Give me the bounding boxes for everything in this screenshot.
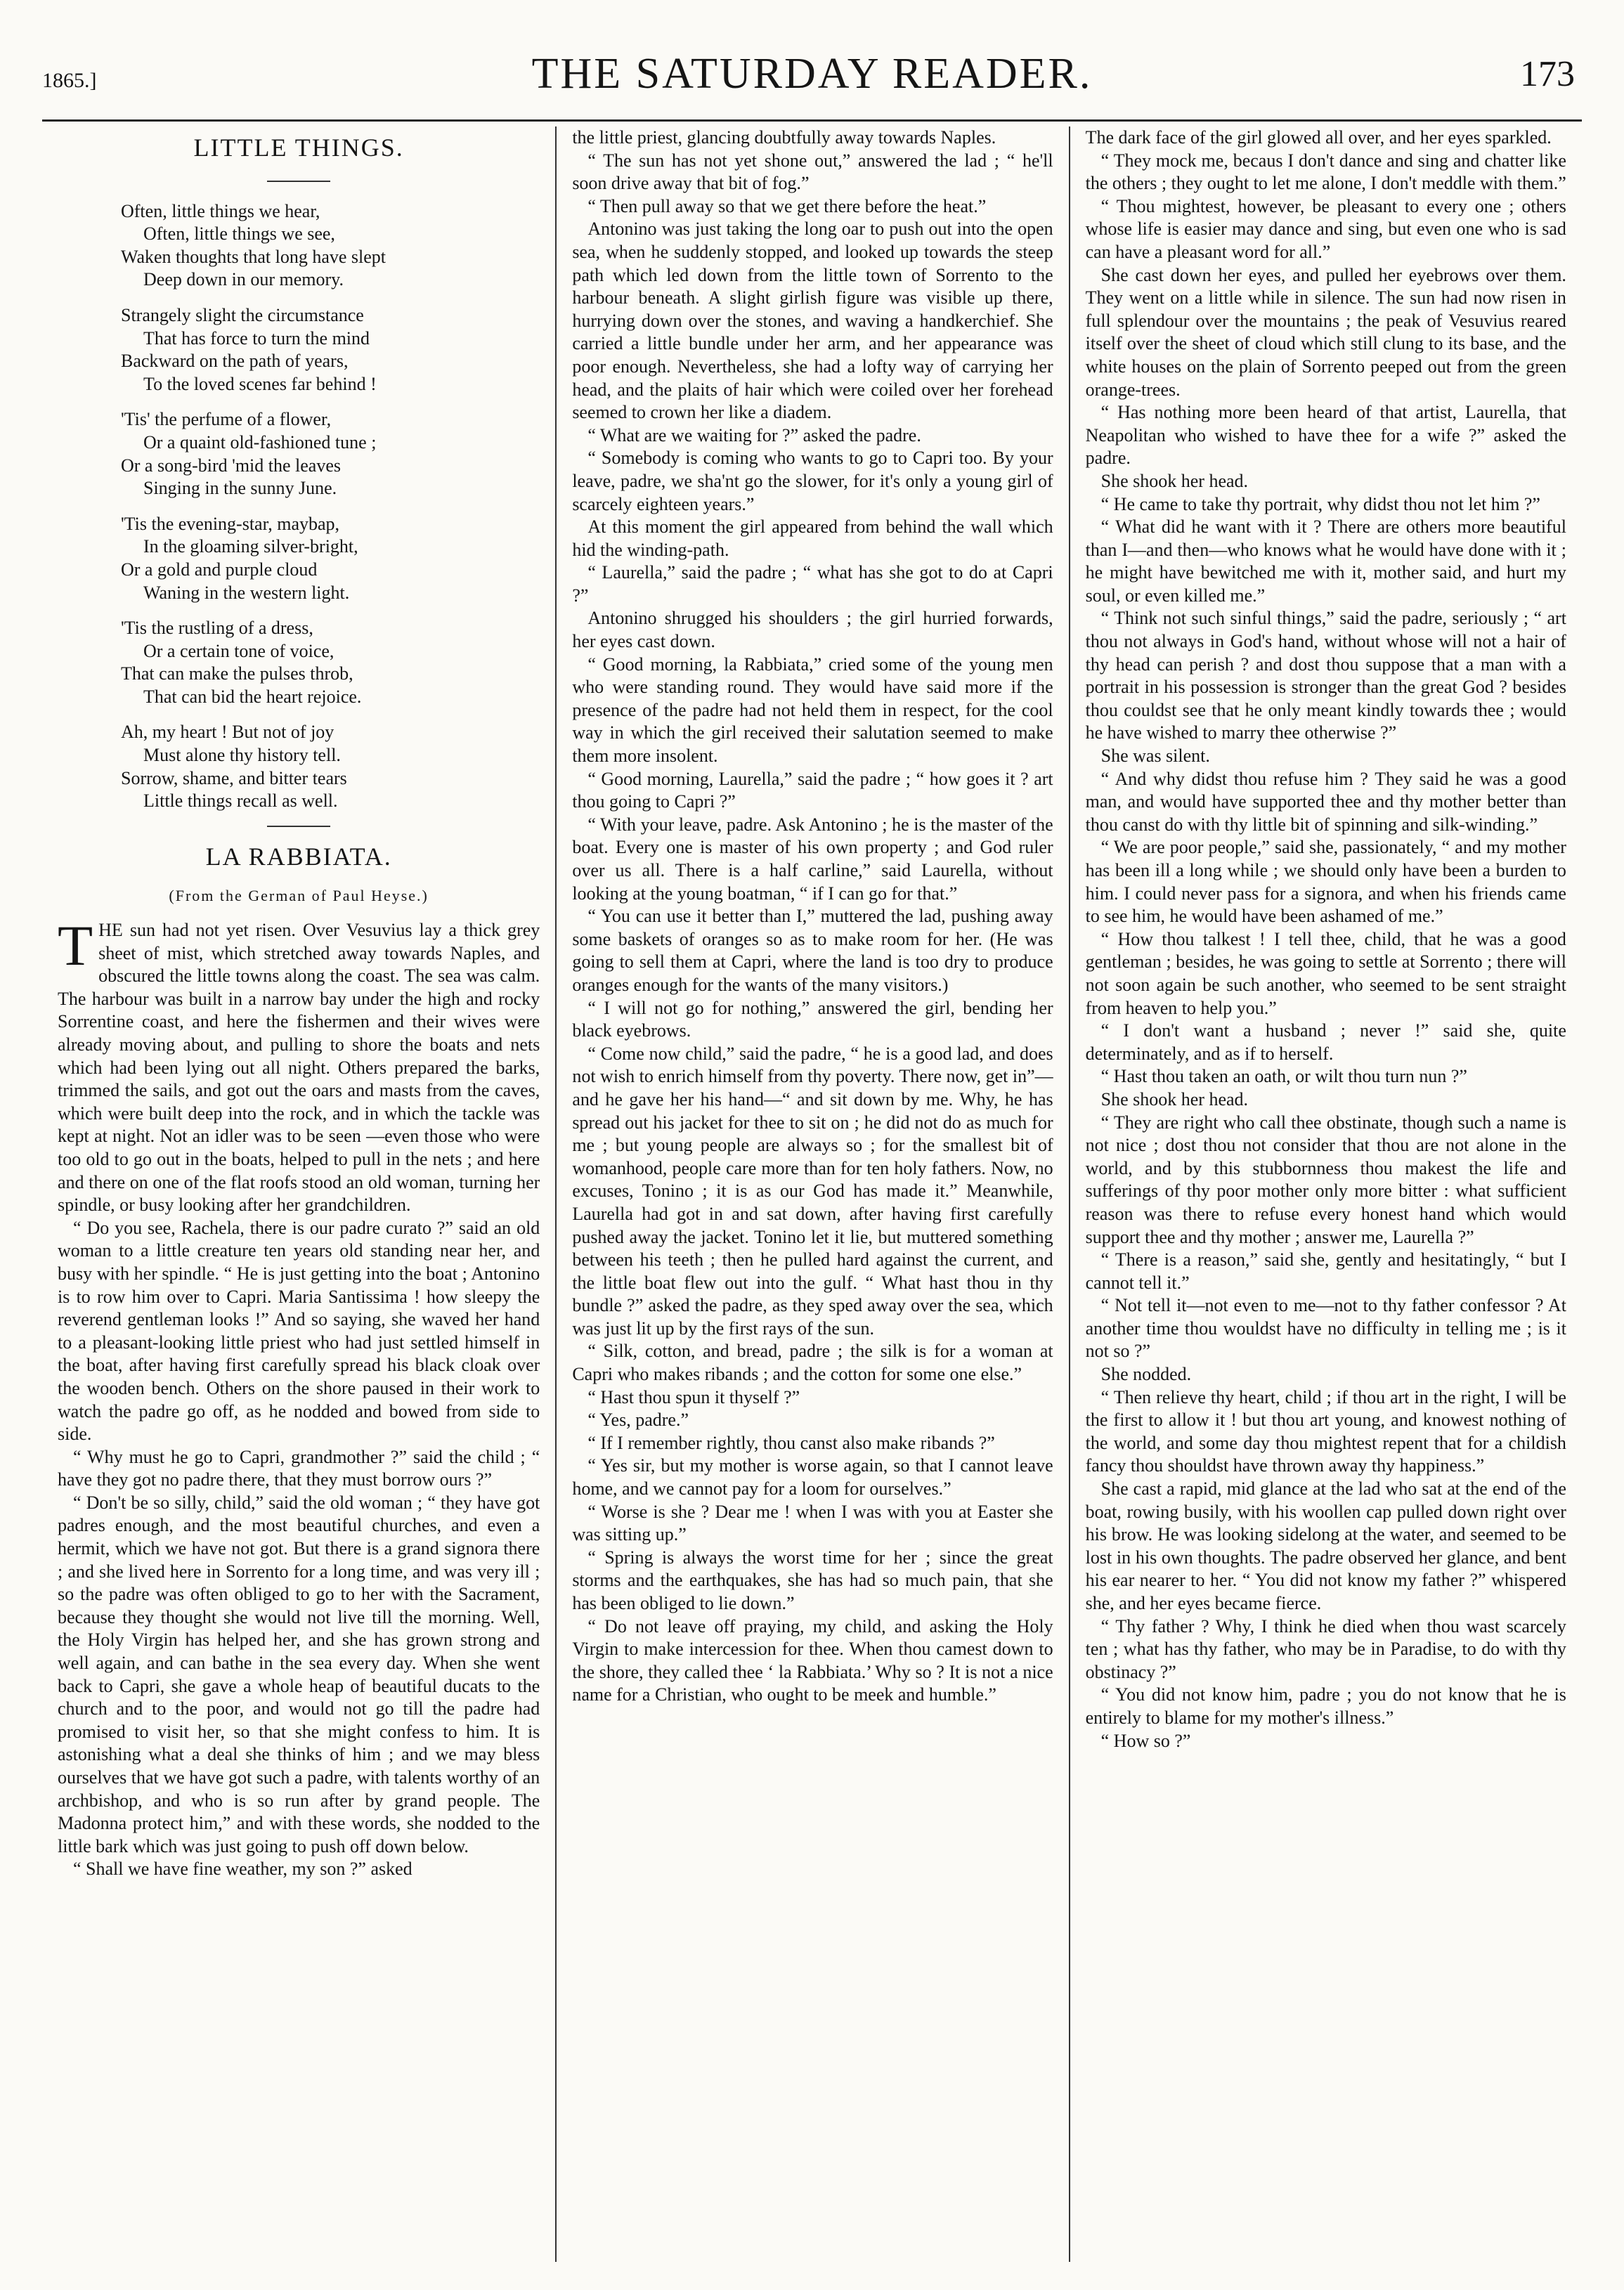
story-paragraph: “ The sun has not yet shone out,” answered the lad ; “ he'll soon drive away that bit of fog.” — [572, 150, 1053, 194]
story-paragraph: “ You can use it better than I,” muttered the lad, pushing away some baskets of oranges so as to make room for her. (He was going to sell them at Capri, where the land is too dry to produce oranges enough for the wants of the many visitors.) — [572, 906, 1053, 995]
story-paragraph: “ They are right who call thee obstinate, though such a name is not nice ; dost thou not consider that thou are not alone in the world, and by this stubbornness thou makest the life and sufferings of thy poor mother only more bitter : what sufficient reason was there to refuse every honest hand which would support thee and thy mother ; answer me, Laurella ?” — [1085, 1112, 1566, 1247]
poem-line: 'Tis' the perfume of a flower, — [121, 409, 332, 430]
story-paragraph: “ How so ?” — [1100, 1730, 1191, 1751]
story-paragraph: “ There is a reason,” said she, gently and hesitatingly, “ but I cannot tell it.” — [1085, 1249, 1566, 1293]
poem-line: Backward on the path of years, — [121, 351, 349, 372]
poem-stanza — [121, 617, 540, 708]
story-paragraph: At this moment the girl appeared from behind the wall which hid the winding-path. — [572, 516, 1053, 560]
poem-line: Sorrow, shame, and bitter tears — [121, 767, 347, 788]
poem-body — [58, 200, 540, 813]
story-paragraph: “ You did not know him, padre ; you do not know that he is entirely to blame for my mother's illness.” — [1085, 1684, 1566, 1728]
column-2 — [555, 126, 1068, 2262]
section-divider — [267, 826, 330, 827]
story-paragraph: “ Yes sir, but my mother is worse again, so that I cannot leave home, and we cannot pay for a loom for ourselves.” — [572, 1455, 1053, 1499]
story-subtitle: (From the German of Paul Heyse.) — [169, 887, 429, 905]
story-paragraph: “ Come now child,” said the padre, “ he is a good lad, and does not wish to enrich himself from thy poverty. There now, get in”—and he gave her his hand—“ and sit down by me. Why, he has spread out his jacket for thee to sit on ; he did not do as much for me ; but young people are always so ; for the smallest bit of womanhood, people care more than for ten holy fathers. Now, no excuses, Tonino ; it is as our God has made it.” Meanwhile, Laurella had got in and sat down, after having first carefully pushed away the jacket. Tonino let it lie, but muttered something between his teeth ; then he pulled hard against the current, and the little boat flew out into the gulf. “ What hast thou in thy bundle ?” asked the padre, as they sped away over the sea, which was just lit up by the first rays of the sun. — [572, 1043, 1053, 1339]
story-paragraph: “ Then pull away so that we get there before the heat.” — [587, 195, 987, 216]
story-paragraph: She shook her head. — [1100, 470, 1249, 491]
drop-cap: T — [58, 913, 93, 978]
column-1-text — [58, 913, 540, 1881]
story-paragraph: “ Has nothing more been heard of that artist, Laurella, that Neapolitan who wished to have thee for a wife ?” asked the padre. — [1085, 402, 1566, 469]
story-title: LA RABBIATA. — [205, 842, 392, 871]
story-paragraph: The dark face of the girl glowed all over, and her eyes sparkled. — [1085, 127, 1552, 148]
title-divider — [267, 181, 330, 182]
poem-line: Waken thoughts that long have slept — [121, 246, 386, 267]
poem-stanza — [121, 513, 540, 604]
story-paragraph: “ I will not go for nothing,” answered the girl, bending her black eyebrows. — [572, 997, 1053, 1041]
story-paragraph: “ If I remember rightly, thou canst also make ribands ?” — [587, 1432, 995, 1453]
column-3-text — [1086, 126, 1566, 1752]
poem-stanza — [121, 200, 540, 292]
story-paragraph: “ Worse is she ? Dear me ! when I was with you at Easter she was sitting up.” — [572, 1501, 1053, 1545]
poem-line: 'Tis the evening-star, maybap, — [121, 513, 340, 534]
poem-line: That can bid the heart rejoice. — [143, 686, 362, 707]
story-paragraph: “ Somebody is coming who wants to go to Capri too. By your leave, padre, we sha'nt go the slower, for it's only a young girl of scarcely eighteen years.” — [572, 448, 1053, 514]
page-number: 173 — [1520, 54, 1575, 94]
story-paragraph: the little priest, glancing doubtfully away towards Naples. — [572, 127, 996, 148]
story-paragraph: “ I don't want a husband ; never !” said she, quite determinately, and as if to herself. — [1085, 1020, 1566, 1064]
story-paragraph: “ Hast thou taken an oath, or wilt thou turn nun ?” — [1100, 1066, 1467, 1087]
poem-line: Ah, my heart ! But not of joy — [121, 722, 334, 743]
poem-stanza — [121, 721, 540, 812]
story-paragraph: “ Not tell it—not even to me—not to thy father confessor ? At another time thou wouldst have no difficulty in telling me ; is it not so ?” — [1085, 1295, 1566, 1362]
poem-line: Or a certain tone of voice, — [143, 640, 334, 661]
poem-line: To the loved scenes far behind ! — [143, 373, 377, 394]
story-paragraph: “ Hast thou spun it thyself ?” — [587, 1386, 800, 1407]
column-2-text — [572, 126, 1053, 1707]
story-paragraph: Antonino was just taking the long oar to push out into the open sea, when he suddenly stopped, and looked up towards the steep path which led down from the little town of Sorrento to the harbour beneath. A slight girlish figure was visible up there, hurrying down over the stones, and waving a handkerchief. She carried a little bundle under her arm, and her appearance was poor enough. Nevertheless, she had a lofty way of carrying her head, and the plaits of hair which were coiled over her forehead seemed to crown her like a diadem. — [572, 219, 1053, 423]
poem-line: In the gloaming silver-bright, — [143, 536, 358, 557]
poem-line: Singing in the sunny June. — [143, 478, 337, 499]
story-paragraph: Antonino shrugged his shoulders ; the girl hurried forwards, her eyes cast down. — [572, 608, 1053, 652]
column-3 — [1069, 126, 1582, 2262]
poem-stanza — [121, 304, 540, 396]
poem-line: Little things recall as well. — [143, 791, 338, 812]
story-paragraph: “ Then relieve thy heart, child ; if thou art in the right, I will be the first to allow it ! but thou art young, and knowest nothing of the world, and some day thou mightest repent that for a childish fancy thou shouldst have thrown away thy happiness.” — [1085, 1386, 1566, 1476]
story-paragraph: She cast a rapid, mid glance at the lad who sat at the end of the boat, rowing busily, with his woollen cap pulled down right over his brow. He was looking sidelong at the water, and seemed to be lost in his own thoughts. The padre observed her glance, and bent his ear nearer to her. “ You did not know my father ?” whispered she, and her eyes became fierce. — [1085, 1478, 1566, 1613]
story-paragraph: “ Silk, cotton, and bread, padre ; the silk is for a woman at Capri who makes ribands ; and the cotton for some one else.” — [572, 1341, 1053, 1385]
story-paragraph: “ What did he want with it ? There are others more beautiful than I—and then—who knows what he would have done with it ; he might have bewitched me with it, mother said, and hurt my soul, or even killed me.” — [1085, 516, 1566, 606]
poem-title: LITTLE THINGS. — [193, 134, 404, 162]
column-1 — [42, 126, 555, 2262]
story-paragraph: She was silent. — [1100, 746, 1210, 767]
poem-line: Often, little things we see, — [143, 223, 335, 245]
story-paragraph: “ He came to take thy portrait, why didst thou not let him ?” — [1100, 493, 1540, 514]
story-paragraph: “ And why didst thou refuse him ? They said he was a good man, and would have supported thee and thy mother better than thou canst do with thy little bit of spinning and silk-winding.” — [1085, 768, 1566, 835]
poem-line: Or a song-bird 'mid the leaves — [121, 455, 341, 476]
poem-line: Strangely slight the circumstance — [121, 304, 364, 325]
article-columns — [42, 126, 1582, 2262]
poem-line: Waning in the western light. — [143, 582, 350, 603]
story-paragraph: She cast down her eyes, and pulled her eyebrows over them. They went on a little while in silence. The sun had now risen in full splendour over the mountains ; the peak of Vesuvius reared itself over the sheet of cloud which still clung to its base, and the white houses on the plain of Sorrento peeped out from the green orange-trees. — [1085, 264, 1566, 400]
story-paragraph: “ Don't be so silly, child,” said the old woman ; “ they have got padres enough, and the most beautiful churches, and even a hermit, which we have not got. But there is a grand signora there ; and she lived here in Sorrento for a long time, and was very ill ; so the padre was often obliged to go to her with the Sacrament, because they thought she would not live till the morning. Well, the Holy Virgin has helped her, and she has grown strong and well again, and can bathe in the sea every day. When she went back to Capri, she gave a whole heap of beautiful ducats to the church and to the poor, and would not go till the padre had promised to visit her, so that she might confess to him. It is astonishing what a deal she thinks of him ; and we may bless ourselves that we have got such a padre, with talents worthy of an archbishop, and who is so run after by grand people. The Madonna protect him,” and with these words, she nodded to the little bark which was just going to push off down below. — [58, 1492, 540, 1856]
masthead-year: 1865.] — [42, 69, 97, 92]
story-paragraph: “ Do you see, Rachela, there is our padre curato ?” said an old woman to a little creature ten years old standing near her, and busy with her spindle. “ He is just getting into the boat ; Antonino is to row him over to Capri. Maria Santissima ! how sleepy the reverend gentleman looks !” And so saying, she waved her hand to a pleasant-looking little priest who had just settled himself in the boat, after having first carefully spread his black cloak over the wooden bench. Others on the shore paused in their work to watch the padre go off, as he nodded and bowed from side to side. — [58, 1217, 540, 1445]
poem-line: Deep down in our memory. — [143, 269, 344, 290]
paragraph-text: HE sun had not yet risen. Over Vesuvius lay a thick grey sheet of mist, which stretched away towards Naples, and obscured the little towns along the coast. The sea was calm. The harbour was built in a narrow bay under the high and rocky Sorrentine coast, and here the fishermen and their wives were already moving about, and pulling to shore the boats and nets which had been lying out all night. Others prepared the barks, trimmed the sails, and got out the oars and masts from the caves, which were built deep into the rock, and in which the tackle was kept at night. Not an idler was to be seen —even those who were too old to go out in the boats, helped to pull in the nets ; and here and there on one of the flat roofs stood an old woman, turning her spindle, or busy looking after her grandchildren. — [58, 920, 540, 1216]
story-paragraph: “ Laurella,” said the padre ; “ what has she got to do at Capri ?” — [572, 562, 1053, 606]
poem-line: Or a gold and purple cloud — [121, 559, 318, 580]
story-paragraph — [58, 913, 540, 1217]
story-paragraph: “ With your leave, padre. Ask Antonino ; he is the master of the boat. Every one is master of his own property ; and God ruler over us all. There is a half carline,” said Laurella, without looking at the young boatman, “ if I can go for that.” — [572, 814, 1053, 904]
poem-line: 'Tis the rustling of a dress, — [121, 618, 313, 639]
story-paragraph: She shook her head. — [1100, 1088, 1249, 1110]
story-paragraph: “ Spring is always the worst time for her ; since the great storms and the earthquakes, she has had so much pain, that she has been obliged to lie down.” — [572, 1547, 1053, 1613]
poem-line: That has force to turn the mind — [143, 327, 370, 349]
story-paragraph: “ We are poor people,” said she, passionately, “ and my mother has been ill a long while ; we should only have been a burden to him. I could never pass for a signora, and when his friends came to see him, he would have been ashamed of me.” — [1085, 837, 1566, 927]
story-paragraph: “ Do not leave off praying, my child, and asking the Holy Virgin to make intercession for thee. When thou camest down to the shore, they called thee ‘ la Rabbiata.’ Why so ? It is not a nice name for a Christian, who ought to be meek and humble.” — [572, 1615, 1053, 1705]
story-paragraph: “ Think not such sinful things,” said the padre, seriously ; “ art thou not always in God's hand, without whose will not a hair of thy head can perish ? and dost thou suppose that a man with a portrait in his possession is stronger than the great God ? besides thou couldst see that he only meant kindly towards thee ; would he have wished to marry thee otherwise ?” — [1085, 608, 1566, 743]
poem-stanza — [121, 408, 540, 500]
masthead-title: THE SATURDAY READER. — [531, 50, 1093, 98]
poem-line: Must alone thy history tell. — [143, 745, 341, 766]
story-paragraph: “ Yes, padre.” — [587, 1410, 689, 1431]
story-paragraph: “ Thy father ? Why, I think he died when thou wast scarcely ten ; what has thy father, who may be in Paradise, to do with thy obstinacy ?” — [1085, 1615, 1566, 1682]
story-paragraph: “ They mock me, becaus I don't dance and sing and chatter like the others ; they ought to let me alone, I don't meddle with them.” — [1085, 150, 1566, 194]
story-paragraph: “ Shall we have fine weather, my son ?” asked — [73, 1859, 413, 1880]
poem-line: Or a quaint old-fashioned tune ; — [143, 431, 377, 453]
story-paragraph: “ Thou mightest, however, be pleasant to every one ; others whose life is easier may dance and sing, but even one who is sad can have a pleasant word for all.” — [1085, 195, 1566, 262]
poem-line: Often, little things we hear, — [121, 200, 320, 221]
story-paragraph: “ What are we waiting for ?” asked the padre. — [587, 424, 921, 445]
story-paragraph: “ Good morning, Laurella,” said the padre ; “ how goes it ? art thou going to Capri ?” — [572, 768, 1053, 812]
story-paragraph: “ Why must he go to Capri, grandmother ?” said the child ; “ have they got no padre there, that they must borrow ours ?” — [58, 1446, 540, 1490]
story-paragraph: She nodded. — [1100, 1364, 1192, 1385]
masthead — [42, 28, 1582, 122]
poem-line: That can make the pulses throb, — [121, 663, 353, 684]
story-paragraph: “ Good morning, la Rabbiata,” cried some of the young men who were standing round. They would have said more if the presence of the padre had not held them in respect, for the cool way in which the girl received their salutation seemed to make them more insolent. — [572, 653, 1053, 767]
story-paragraph: “ How thou talkest ! I tell thee, child, that he was a good gentleman ; besides, he was going to settle at Sorrento ; there will not soon again be such another, who seemed to be sent straight from heaven to help you.” — [1085, 928, 1566, 1018]
